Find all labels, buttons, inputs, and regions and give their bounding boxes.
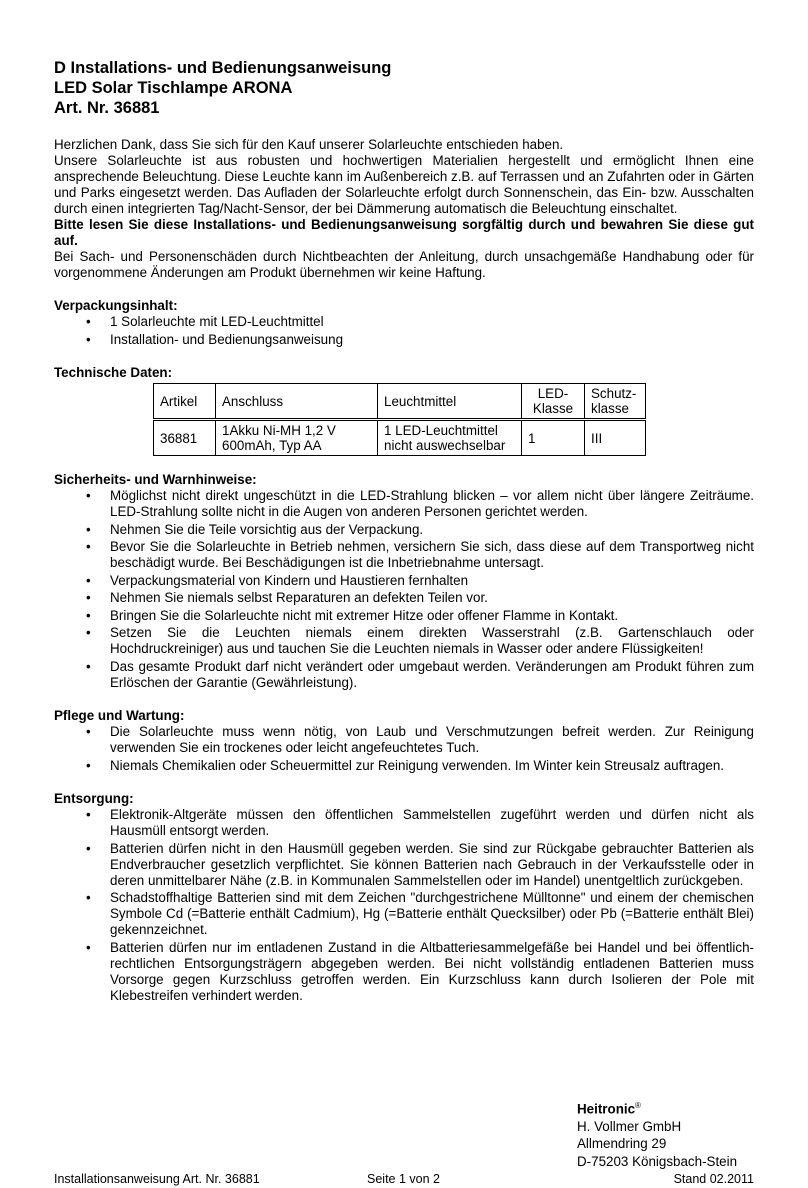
title-line-1: D Installations- und Bedienungsanweisung (54, 59, 392, 77)
list-item: • Nehmen Sie niemals selbst Reparaturen an defekten Teilen vor. (86, 590, 488, 605)
list-item: • Installation- und Bedienungsanweisung (86, 331, 344, 347)
tech-heading: Technische Daten: (54, 365, 173, 380)
list-item: • Setzen Sie die Leuchten niemals einem direkten Wasserstrahl (z.B. Gartenschlauch oder Hochdruckreiniger) aus und tauchen Sie die Leuchten niemals in Wasser oder andere Flüssigkeiten! (86, 625, 754, 656)
disposal-list (54, 807, 754, 1004)
table-cell: 1Akku Ni-MH 1,2 V 600mAh, Typ AA (216, 420, 378, 456)
list-item: • Niemals Chemikalien oder Scheuermittel zur Reinigung verwenden. Im Winter kein Streusalz auftragen. (86, 757, 725, 773)
table-header-cell: Anschluss (216, 384, 378, 420)
care-heading: Pflege und Wartung: (54, 708, 185, 723)
safety-heading: Sicherheits- und Warnhinweise: (54, 472, 257, 487)
footer-revision: Stand 02.2011 (673, 1172, 754, 1186)
footer-document-ref: Installationsanweisung Art. Nr. 36881 (54, 1172, 260, 1186)
company-name: H. Vollmer GmbH (577, 1118, 682, 1134)
intro-liability: Bei Sach- und Personenschäden durch Nichtbeachten der Anleitung, durch unsachgemäße Handhabung oder für vorgenommene Änderungen am Produkt übernehmen wir keine Haftung. (54, 249, 754, 280)
table-cell: 36881 (154, 420, 216, 456)
table-cell: 1 (522, 420, 585, 456)
tech-data-table (153, 383, 646, 456)
care-list (54, 724, 754, 774)
title-line-3: Art. Nr. 36881 (54, 99, 160, 117)
intro-read-note: Bitte lesen Sie diese Installations- und Bedienungsanweisung sorgfältig durch und bewahren Sie diese gut auf. (54, 217, 754, 248)
footer-page-number: Seite 1 von 2 (367, 1172, 440, 1186)
packaging-heading: Verpackungsinhalt: (54, 298, 178, 313)
list-item: • Batterien dürfen nicht in den Hausmüll gegeben werden. Sie sind zur Rückgabe gebrauchter Batterien als Endverbraucher gesetzlich verpflichtet. Sie können Batterien nach Gebrauch in der Verkaufsstelle oder in deren unmittelbarer Nähe (z.B. in Kommunalen Sammelstellen oder im Handel) unentgeltlich zurückgeben. (86, 840, 754, 888)
table-header-cell: Artikel (154, 384, 216, 420)
intro-description: Unsere Solarleuchte ist aus robusten und hochwertigen Materialien hergestellt und ermöglicht Ihnen eine ansprechende Beleuchtung. Diese Leuchte kann im Außenbereich z.B. auf Terrassen und an Zufahrten oder in Gärten und Parks eingesetzt werden. Das Aufladen der Solarleuchte erfolgt durch Sonnenschein, das Ein- bzw. Ausschalten durch einen integrierten Tag/Nacht-Sensor, der bei Dämmerung automatisch die Beleuchtung einschaltet. (54, 153, 754, 216)
list-item: • Bringen Sie die Solarleuchte nicht mit extremer Hitze oder offener Flamme in Kontakt. (86, 607, 619, 623)
title-line-2: LED Solar Tischlampe ARONA (54, 79, 293, 97)
table-header-row (154, 384, 646, 420)
table-cell: 1 LED-Leuchtmittel nicht auswechselbar (378, 420, 522, 456)
company-address (577, 1097, 737, 1170)
disposal-heading: Entsorgung: (54, 791, 134, 806)
company-street: Allmendring 29 (577, 1136, 667, 1152)
intro-thanks: Herzlichen Dank, dass Sie sich für den Kauf unserer Solarleuchte entschieden haben. (54, 137, 564, 152)
table-cell: III (585, 420, 646, 456)
list-item: • Schadstoffhaltige Batterien sind mit dem Zeichen "durchgestrichene Mülltonne" und einem der chemischen Symbole Cd (=Batterie enthält Cadmium), Hg (=Batterie enthält Quecksilber) oder Pb (=Batterie enthält Blei) gekennzeichnet. (86, 890, 754, 937)
safety-list (54, 488, 754, 691)
list-item: • Elektronik-Altgeräte müssen den öffentlichen Sammelstellen zugeführt werden und dürfen nicht als Hausmüll entsorgt werden. (86, 807, 754, 838)
company-brand (577, 1097, 737, 1118)
document-body (54, 58, 754, 1005)
list-item: • Bevor Sie die Solarleuchte in Betrieb nehmen, versichern Sie sich, dass diese auf dem Transportweg nicht beschädigt wurde. Bei Beschädigungen ist die Inbetriebnahme untersagt. (86, 539, 754, 570)
table-header-cell: Schutz- klasse (585, 384, 646, 420)
list-item: • Batterien dürfen nur im entladenen Zustand in die Altbatteriesammelgefäße bei Handel und bei öffentlich-rechtlichen Entsorgungsträgern abgegeben werden. Bei nicht vollständig entladenen Batterien muss Vorsorge gegen Kurzschluss getroffen werden. Ein Kurzschluss kann durch Isolieren der Pole mit Klebestreifen verhindert werden. (86, 939, 754, 1003)
packaging-list (54, 314, 754, 348)
table-header-cell: LED- Klasse (522, 384, 585, 420)
table-row (154, 420, 646, 456)
list-item: • 1 Solarleuchte mit LED-Leuchtmittel (86, 314, 324, 329)
list-item: • Das gesamte Produkt darf nicht verändert oder umgebaut werden. Veränderungen am Produkt führen zum Erlöschen der Garantie (Gewährleistung). (86, 658, 754, 690)
list-item: • Nehmen Sie die Teile vorsichtig aus der Verpackung. (86, 521, 424, 537)
brand-name: Heitronic (577, 1101, 636, 1117)
registered-mark: ® (635, 1101, 641, 1110)
list-item: • Die Solarleuchte muss wenn nötig, von Laub und Verschmutzungen befreit werden. Zur Reinigung verwenden Sie ein trockenes oder leicht angefeuchtetes Tuch. (86, 724, 754, 755)
company-city: D-75203 Königsbach-Stein (577, 1153, 738, 1169)
list-item: • Möglichst nicht direkt ungeschützt in die LED-Strahlung blicken – vor allem nicht über längere Zeiträume. LED-Strahlung sollte nicht in die Augen von anderen Personen gerichtet werden. (86, 488, 754, 519)
list-item: • Verpackungsmaterial von Kindern und Haustieren fernhalten (86, 572, 469, 588)
table-header-cell: Leuchtmittel (378, 384, 522, 420)
